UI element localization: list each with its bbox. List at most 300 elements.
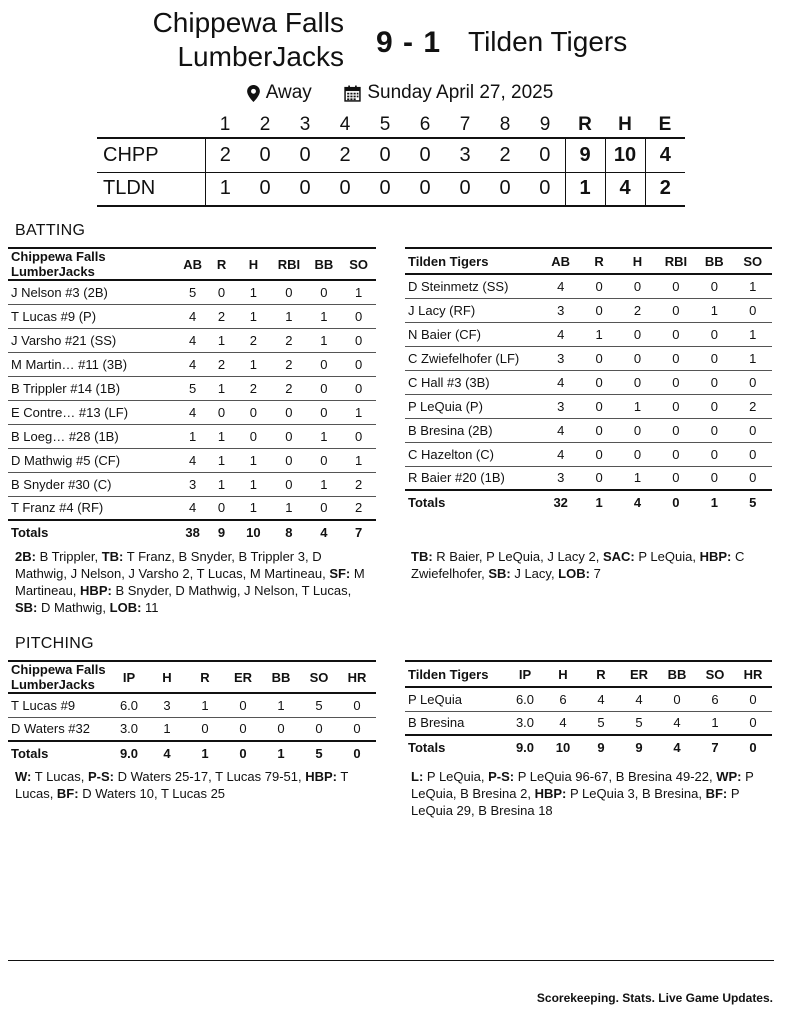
batting-table-away xyxy=(405,247,772,514)
date-label: Sunday April 27, 2025 xyxy=(367,82,554,103)
player-row xyxy=(405,394,772,418)
runs-total: 1 xyxy=(565,172,605,206)
totals-cell: 8 xyxy=(271,520,306,544)
inning-score: 0 xyxy=(285,138,325,172)
totals-cell: 4 xyxy=(148,741,186,765)
inning-score: 0 xyxy=(245,138,285,172)
stat-cell: 0 xyxy=(618,370,656,394)
stat-column-header: SO xyxy=(734,248,772,274)
note-label: SF: xyxy=(329,566,351,581)
stat-cell: 0 xyxy=(300,717,338,741)
stat-cell: 6 xyxy=(544,687,582,711)
table-header-row xyxy=(8,661,376,693)
inning-header: 8 xyxy=(499,113,511,135)
note-label: WP: xyxy=(716,769,742,784)
totals-cell: 38 xyxy=(178,520,208,544)
stat-cell: 0 xyxy=(734,711,772,735)
stat-cell: 0 xyxy=(580,370,618,394)
stat-cell: 4 xyxy=(178,328,208,352)
stat-cell: 1 xyxy=(148,717,186,741)
stat-column-header: H xyxy=(236,248,272,280)
stat-cell: 2 xyxy=(207,352,235,376)
stat-cell: 0 xyxy=(695,346,733,370)
pitching-notes-home xyxy=(15,768,375,802)
player-name: T Franz #4 (RF) xyxy=(8,496,178,520)
team-column-header: Tilden Tigers xyxy=(405,248,541,274)
note-text: D Waters 10, T Lucas 25 xyxy=(78,786,226,801)
inning-header: 2 xyxy=(259,113,271,135)
stat-cell: 3.0 xyxy=(506,711,544,735)
stat-cell: 0 xyxy=(271,280,306,304)
note-label: TB: xyxy=(101,549,124,564)
home-team-line2: LumberJacks xyxy=(177,41,344,72)
inning-score: 3 xyxy=(445,138,485,172)
player-row xyxy=(8,693,376,717)
stat-cell: 0 xyxy=(695,322,733,346)
stat-cell: 1 xyxy=(580,322,618,346)
stat-cell: 0 xyxy=(734,466,772,490)
inning-header: 3 xyxy=(299,113,311,135)
player-name: D Mathwig #5 (CF) xyxy=(8,448,178,472)
away-team-name: Tilden Tigers xyxy=(468,26,628,57)
stat-cell: 0 xyxy=(307,352,342,376)
stat-cell: 4 xyxy=(178,304,208,328)
player-row xyxy=(405,298,772,322)
stat-cell: 0 xyxy=(695,274,733,298)
inning-header: 9 xyxy=(539,113,551,135)
final-score: 9 - 1 xyxy=(376,26,442,59)
stat-cell: 5 xyxy=(178,280,208,304)
stat-cell: 1 xyxy=(341,280,376,304)
stat-column-header: R xyxy=(580,248,618,274)
stat-cell: 3 xyxy=(541,394,579,418)
batting-notes-away xyxy=(411,548,771,582)
stat-cell: 4 xyxy=(541,370,579,394)
stat-cell: 0 xyxy=(695,370,733,394)
footer-tagline: Scorekeeping. Stats. Live Game Updates. xyxy=(536,991,773,1005)
home-team-name xyxy=(153,6,344,74)
stat-column-header: SO xyxy=(341,248,376,280)
linescore-header-row xyxy=(97,112,685,138)
note-text: D Mathwig, xyxy=(37,600,110,615)
stat-cell: 0 xyxy=(695,394,733,418)
stat-cell: 0 xyxy=(734,687,772,711)
stat-cell: 1 xyxy=(341,400,376,424)
stat-cell: 2 xyxy=(341,472,376,496)
player-row xyxy=(405,466,772,490)
inning-score: 0 xyxy=(445,172,485,206)
stat-cell: 0 xyxy=(618,442,656,466)
note-label: 2B: xyxy=(15,549,36,564)
game-meta xyxy=(0,82,800,104)
stat-column-header: IP xyxy=(110,661,148,693)
totals-cell: 32 xyxy=(541,490,579,514)
player-name: C Hall #3 (3B) xyxy=(405,370,541,394)
footer-divider xyxy=(8,960,774,961)
stat-cell: 2 xyxy=(236,376,272,400)
stat-cell: 0 xyxy=(307,376,342,400)
stat-cell: 4 xyxy=(544,711,582,735)
inning-score: 0 xyxy=(525,172,565,206)
totals-row xyxy=(405,490,772,514)
totals-cell: 0 xyxy=(224,741,262,765)
inning-score: 2 xyxy=(485,138,525,172)
player-name: P LeQuia (P) xyxy=(405,394,541,418)
note-text: P LeQuia 29, B Bresina 18 xyxy=(411,786,740,818)
note-label: SAC: xyxy=(602,549,635,564)
stat-column-header: SO xyxy=(300,661,338,693)
totals-cell: 7 xyxy=(341,520,376,544)
stat-cell: 0 xyxy=(207,280,235,304)
inning-score: 0 xyxy=(525,138,565,172)
stat-cell: 1 xyxy=(207,376,235,400)
player-name: C Hazelton (C) xyxy=(405,442,541,466)
stat-cell: 0 xyxy=(734,370,772,394)
stat-cell: 0 xyxy=(618,418,656,442)
stat-column-header: RBI xyxy=(657,248,695,274)
stat-cell: 0 xyxy=(695,442,733,466)
inning-score: 1 xyxy=(205,172,245,206)
totals-label: Totals xyxy=(405,490,541,514)
stat-cell: 0 xyxy=(307,496,342,520)
stat-cell: 0 xyxy=(224,717,262,741)
player-row xyxy=(405,687,772,711)
player-name: E Contre… #13 (LF) xyxy=(8,400,178,424)
stat-cell: 1 xyxy=(207,424,235,448)
stat-cell: 0 xyxy=(580,466,618,490)
player-row xyxy=(405,442,772,466)
totals-cell: 1 xyxy=(580,490,618,514)
stat-cell: 0 xyxy=(271,424,306,448)
hits-total: 4 xyxy=(605,172,645,206)
runs-header: R xyxy=(578,113,592,135)
stat-cell: 1 xyxy=(307,424,342,448)
stat-cell: 3 xyxy=(541,466,579,490)
stat-cell: 6 xyxy=(696,687,734,711)
stat-cell: 4 xyxy=(541,442,579,466)
note-text: T Franz, B Snyder, B Trippler 3, D Mathwig, J Nelson, J Varsho 2, T Lucas, M Martineau, xyxy=(15,549,330,581)
player-name: C Zwiefelhofer (LF) xyxy=(405,346,541,370)
stat-cell: 0 xyxy=(695,418,733,442)
table-header-row xyxy=(405,248,772,274)
stat-column-header: RBI xyxy=(271,248,306,280)
inning-score: 0 xyxy=(285,172,325,206)
linescore-team: TLDN xyxy=(97,172,205,206)
stat-cell: 1 xyxy=(307,304,342,328)
player-row xyxy=(8,280,376,304)
stat-column-header: IP xyxy=(506,661,544,687)
stat-column-header: R xyxy=(186,661,224,693)
player-name: P LeQuia xyxy=(405,687,506,711)
map-pin-icon xyxy=(247,85,260,102)
note-label: HBP: xyxy=(699,549,732,564)
note-text: P LeQuia 3, B Bresina, xyxy=(566,786,706,801)
stat-cell: 3 xyxy=(148,693,186,717)
player-row xyxy=(8,376,376,400)
totals-cell: 4 xyxy=(658,735,696,759)
stat-cell: 4 xyxy=(541,418,579,442)
linescore-row-home xyxy=(97,138,685,172)
stat-cell: 3 xyxy=(541,346,579,370)
hits-header: H xyxy=(618,113,632,135)
player-name: B Bresina xyxy=(405,711,506,735)
note-text: B Trippler, xyxy=(35,549,102,564)
stat-cell: 0 xyxy=(580,418,618,442)
note-label: BF: xyxy=(56,786,79,801)
player-row xyxy=(8,424,376,448)
totals-cell: 9 xyxy=(582,735,620,759)
stat-cell: 1 xyxy=(236,280,272,304)
totals-label: Totals xyxy=(8,520,178,544)
team-column-header: Tilden Tigers xyxy=(405,661,506,687)
stat-cell: 4 xyxy=(178,400,208,424)
stat-cell: 1 xyxy=(236,472,272,496)
player-row xyxy=(8,328,376,352)
location-info xyxy=(247,82,312,104)
note-text: 7 xyxy=(589,566,601,581)
home-team-line1: Chippewa Falls xyxy=(152,7,344,38)
stat-column-header: H xyxy=(544,661,582,687)
stat-cell: 4 xyxy=(178,352,208,376)
stat-cell: 5 xyxy=(300,693,338,717)
player-row xyxy=(405,370,772,394)
stat-cell: 1 xyxy=(307,328,342,352)
stat-cell: 0 xyxy=(207,400,235,424)
note-label: SB: xyxy=(488,566,511,581)
stat-cell: 1 xyxy=(236,352,272,376)
pitching-table-home xyxy=(8,660,376,765)
stat-column-header: BB xyxy=(695,248,733,274)
stat-cell: 0 xyxy=(236,400,272,424)
inning-header: 4 xyxy=(339,113,351,135)
stat-cell: 0 xyxy=(618,346,656,370)
inning-score: 0 xyxy=(325,172,365,206)
stat-cell: 2 xyxy=(207,304,235,328)
calendar-icon xyxy=(344,85,361,102)
stat-cell: 0 xyxy=(657,466,695,490)
stat-cell: 0 xyxy=(734,298,772,322)
player-name: T Lucas #9 xyxy=(8,693,110,717)
stat-cell: 0 xyxy=(341,304,376,328)
stat-column-header: AB xyxy=(541,248,579,274)
table-header-row xyxy=(8,248,376,280)
stat-cell: 0 xyxy=(734,442,772,466)
stat-cell: 0 xyxy=(262,717,300,741)
stat-column-header: R xyxy=(207,248,235,280)
player-row xyxy=(405,418,772,442)
player-row xyxy=(405,322,772,346)
errors-total: 4 xyxy=(645,138,685,172)
inning-score: 0 xyxy=(365,138,405,172)
stat-cell: 0 xyxy=(580,394,618,418)
stat-cell: 0 xyxy=(657,442,695,466)
stat-cell: 0 xyxy=(618,274,656,298)
totals-cell: 9 xyxy=(207,520,235,544)
stat-cell: 0 xyxy=(695,466,733,490)
inning-score: 0 xyxy=(365,172,405,206)
stat-cell: 1 xyxy=(618,394,656,418)
stat-cell: 0 xyxy=(338,717,376,741)
player-name: J Lacy (RF) xyxy=(405,298,541,322)
totals-cell: 0 xyxy=(734,735,772,759)
stat-column-header: HR xyxy=(734,661,772,687)
player-name: M Martin… #11 (3B) xyxy=(8,352,178,376)
note-label: BF: xyxy=(705,786,728,801)
inning-header: 6 xyxy=(419,113,431,135)
stat-cell: 0 xyxy=(658,687,696,711)
totals-row xyxy=(8,741,376,765)
stat-column-header: ER xyxy=(224,661,262,693)
note-label: HBP: xyxy=(534,786,567,801)
stat-cell: 0 xyxy=(657,418,695,442)
note-label: HBP: xyxy=(305,769,338,784)
totals-cell: 1 xyxy=(262,741,300,765)
team-column-header: Chippewa Falls LumberJacks xyxy=(8,248,178,280)
note-text: 11 xyxy=(141,600,159,615)
stat-cell: 1 xyxy=(271,304,306,328)
linescore-team-header xyxy=(97,112,205,138)
stat-cell: 0 xyxy=(734,418,772,442)
game-header xyxy=(0,6,800,78)
location-label: Away xyxy=(265,82,312,103)
inning-score: 0 xyxy=(245,172,285,206)
stat-cell: 0 xyxy=(580,298,618,322)
stat-column-header: BB xyxy=(658,661,696,687)
linescore-row-away xyxy=(97,172,685,206)
note-text: M Martineau, xyxy=(15,566,365,598)
stat-cell: 0 xyxy=(224,693,262,717)
player-name: J Varsho #21 (SS) xyxy=(8,328,178,352)
note-text: J Lacy, xyxy=(510,566,559,581)
player-name: B Trippler #14 (1B) xyxy=(8,376,178,400)
note-label: HBP: xyxy=(80,583,112,598)
stat-cell: 0 xyxy=(657,274,695,298)
note-label: L: xyxy=(411,769,424,784)
player-row xyxy=(8,304,376,328)
totals-row xyxy=(405,735,772,759)
stat-cell: 6.0 xyxy=(506,687,544,711)
stat-cell: 3 xyxy=(178,472,208,496)
stat-cell: 0 xyxy=(307,400,342,424)
totals-cell: 9.0 xyxy=(110,741,148,765)
stat-cell: 1 xyxy=(262,693,300,717)
totals-cell: 5 xyxy=(734,490,772,514)
note-label: SB: xyxy=(15,600,38,615)
stat-column-header: H xyxy=(148,661,186,693)
note-text: B Snyder, D Mathwig, J Nelson, T Lucas, xyxy=(111,583,352,598)
stat-cell: 3.0 xyxy=(110,717,148,741)
stat-cell: 0 xyxy=(338,693,376,717)
player-row xyxy=(8,352,376,376)
stat-cell: 1 xyxy=(178,424,208,448)
note-text: D Waters 25-17, T Lucas 79-51, xyxy=(113,769,306,784)
stat-cell: 1 xyxy=(236,496,272,520)
stat-cell: 2 xyxy=(341,496,376,520)
stat-cell: 1 xyxy=(618,466,656,490)
stat-cell: 0 xyxy=(341,376,376,400)
player-row xyxy=(8,717,376,741)
totals-cell: 10 xyxy=(544,735,582,759)
stat-cell: 1 xyxy=(236,448,272,472)
totals-cell: 10 xyxy=(236,520,272,544)
totals-label: Totals xyxy=(405,735,506,759)
stat-cell: 0 xyxy=(271,472,306,496)
totals-cell: 4 xyxy=(618,490,656,514)
stat-cell: 6.0 xyxy=(110,693,148,717)
stat-cell: 0 xyxy=(186,717,224,741)
stat-cell: 4 xyxy=(658,711,696,735)
date-info xyxy=(344,82,553,104)
stat-cell: 1 xyxy=(186,693,224,717)
totals-cell: 9.0 xyxy=(506,735,544,759)
inning-score: 0 xyxy=(405,172,445,206)
player-row xyxy=(8,400,376,424)
player-name: B Loeg… #28 (1B) xyxy=(8,424,178,448)
errors-header: E xyxy=(658,113,672,135)
note-label: TB: xyxy=(411,549,433,564)
player-name: N Baier (CF) xyxy=(405,322,541,346)
player-name: J Nelson #3 (2B) xyxy=(8,280,178,304)
stat-cell: 0 xyxy=(580,442,618,466)
player-row xyxy=(405,274,772,298)
stat-cell: 0 xyxy=(657,394,695,418)
stat-column-header: SO xyxy=(696,661,734,687)
stat-cell: 0 xyxy=(341,424,376,448)
stat-cell: 0 xyxy=(580,346,618,370)
player-name: B Bresina (2B) xyxy=(405,418,541,442)
stat-cell: 2 xyxy=(271,376,306,400)
stat-cell: 5 xyxy=(620,711,658,735)
stat-cell: 1 xyxy=(341,448,376,472)
stat-cell: 2 xyxy=(271,328,306,352)
stat-cell: 2 xyxy=(236,328,272,352)
stat-cell: 0 xyxy=(657,322,695,346)
pitching-table-away xyxy=(405,660,772,759)
errors-total: 2 xyxy=(645,172,685,206)
inning-header: 7 xyxy=(459,113,471,135)
note-label: P-S: xyxy=(87,769,114,784)
stat-cell: 0 xyxy=(307,280,342,304)
note-text: R Baier, P LeQuia, J Lacy 2, xyxy=(432,549,603,564)
totals-cell: 7 xyxy=(696,735,734,759)
stat-cell: 5 xyxy=(178,376,208,400)
stat-cell: 1 xyxy=(734,322,772,346)
pitching-section-title: PITCHING xyxy=(15,635,94,652)
stat-cell: 1 xyxy=(734,346,772,370)
player-name: T Lucas #9 (P) xyxy=(8,304,178,328)
stat-cell: 0 xyxy=(618,322,656,346)
note-label: P-S: xyxy=(488,769,515,784)
totals-row xyxy=(8,520,376,544)
stat-cell: 4 xyxy=(620,687,658,711)
hits-total: 10 xyxy=(605,138,645,172)
player-name: R Baier #20 (1B) xyxy=(405,466,541,490)
stat-cell: 1 xyxy=(207,328,235,352)
linescore-table xyxy=(97,112,685,207)
stat-column-header: AB xyxy=(178,248,208,280)
stat-cell: 3 xyxy=(541,298,579,322)
table-header-row xyxy=(405,661,772,687)
player-name: B Snyder #30 (C) xyxy=(8,472,178,496)
note-label: LOB: xyxy=(109,600,142,615)
note-text: P LeQuia 96-67, B Bresina 49-22, xyxy=(514,769,717,784)
stat-cell: 2 xyxy=(271,352,306,376)
batting-section-title: BATTING xyxy=(15,222,86,239)
stat-cell: 0 xyxy=(307,448,342,472)
stat-cell: 4 xyxy=(582,687,620,711)
batting-notes-home xyxy=(15,548,370,616)
note-label: LOB: xyxy=(558,566,590,581)
